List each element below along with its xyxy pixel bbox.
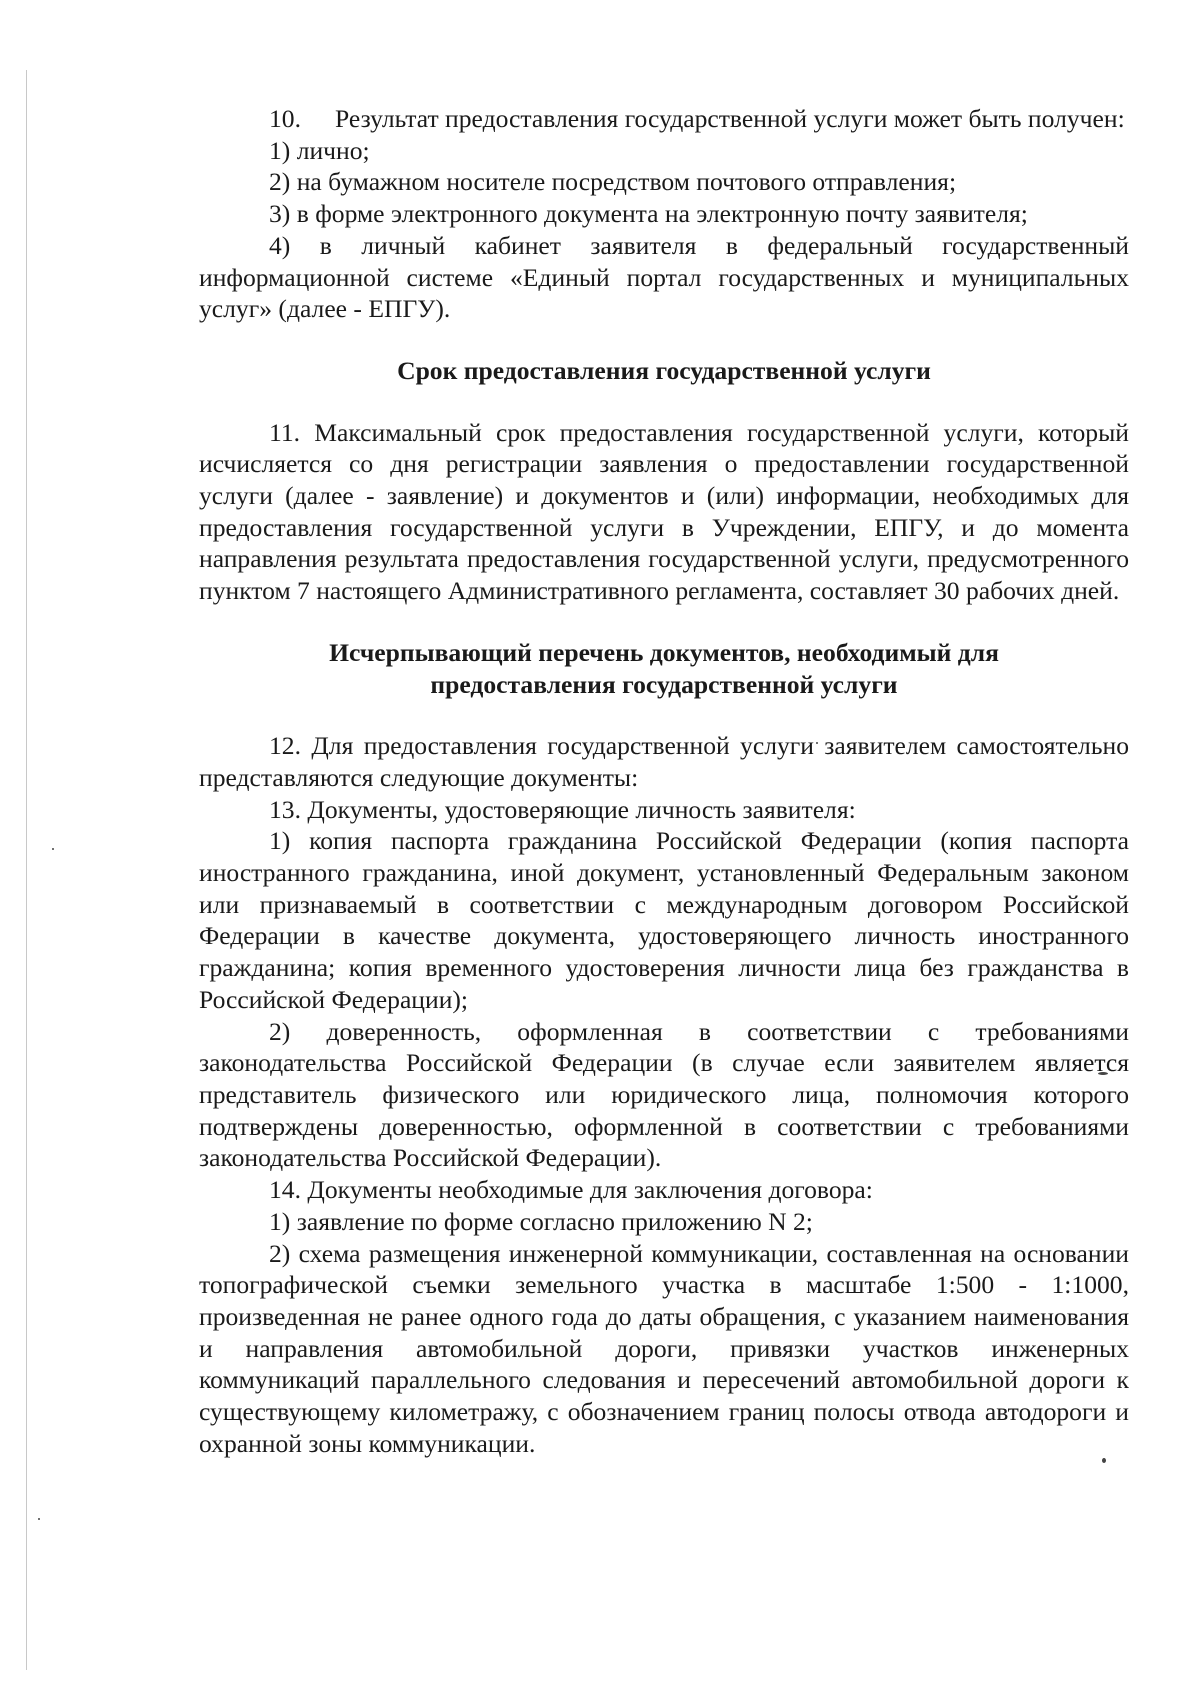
item-10-list-3: 3) в форме электронного документа на электронную почту заявителя; <box>269 199 1028 229</box>
heading-service-term: Срок предоставления государственной услуги <box>397 355 931 385</box>
item-13-list-1: 1) копия паспорта гражданина Российской Федерации (копия паспорта иностранного гражданина, иной документ, установленный Федеральным законом или признаваемый в соответствии с международным договором Российской Федерации в качестве документа, удостоверяющего личность иностранного гражданина; копия временного удостоверения личности лица без гражданства в Российской Федерации); <box>199 826 1129 1014</box>
item-10-list-2: 2) на бумажном носителе посредством почтового отправления; <box>269 167 957 197</box>
heading-documents-line-2: предоставления государственной услуги <box>430 669 898 699</box>
item-10-list-4: 4) в личный кабинет заявителя в федеральный государственный информационной системе «Единый портал государственных и муниципальных услуг» (далее - ЕПГУ). <box>199 230 1129 324</box>
paragraph-item-14: 14. Документы необходимые для заключения договора: <box>269 1175 873 1205</box>
scan-speck <box>38 1518 40 1520</box>
item-13-list-2: 2) доверенность, оформленная в соответствии с требованиями законодательства Российской Федерации (в случае если заявителем является представитель физического или юридического лица, полномочия которого подтверждены доверенностью, оформленной в соответствии с требованиями законодательства Российской Федерации). <box>199 1016 1129 1173</box>
scan-speck <box>52 848 54 850</box>
item-10-text: Результат предоставления государственной услуги может быть получен: <box>335 104 1125 133</box>
heading-documents <box>199 637 1129 700</box>
paragraph-item-11: 11. Максимальный срок предоставления государственной услуги, который исчисляется со дня регистрации заявления о предоставлении государственной услуги (далее - заявление) и документов и (или) информации, необходимых для предоставления государственной услуги в Учреждении, ЕПГУ, и до момента направления результата предоставления государственной услуги, предусмотренного пунктом 7 настоящего Административного регламента, составляет 30 рабочих дней. <box>199 417 1129 606</box>
item-10-list-1: 1) лично; <box>269 135 370 165</box>
paragraph-item-12: 12. Для предоставления государственной услуги заявителем самостоятельно представляются следующие документы: <box>199 731 1129 792</box>
item-10-number: 10. <box>269 104 301 133</box>
item-14-list-1: 1) заявление по форме согласно приложению N 2; <box>269 1206 813 1236</box>
item-14-list-2: 2) схема размещения инженерной коммуникации, составленная на основании топографической съемки земельного участка в масштабе 1:500 - 1:1000, произведенная не ранее одного года до даты обращения, с указанием наименования и направления автомобильной дороги, привязки участков инженерных коммуникаций параллельного следования и пересечений автомобильной дороги к существующему километражу, с обозначением границ полосы отвода автодороги и охранной зоны коммуникации. <box>199 1238 1129 1458</box>
heading-documents-line-1: Исчерпывающий перечень документов, необходимый для <box>329 637 999 667</box>
paragraph-item-10 <box>199 103 1129 135</box>
paragraph-item-13: 13. Документы, удостоверяющие личность заявителя: <box>269 794 856 824</box>
scan-edge-line <box>26 70 27 1670</box>
document-body <box>199 103 1129 1459</box>
